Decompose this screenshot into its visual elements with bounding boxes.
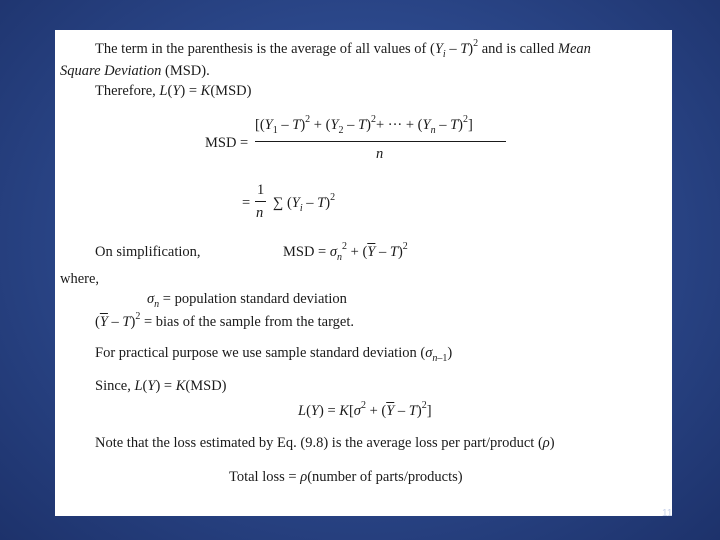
sigma-description: = population standard deviation <box>162 291 347 307</box>
total-loss-label: Total loss = <box>229 469 297 485</box>
therefore-label: Therefore, <box>95 83 156 99</box>
where-label: where, <box>60 271 100 287</box>
equals-sign: = <box>242 195 251 211</box>
formula-yi-minus-t-squared: $(Y_i - T)^2$ <box>430 38 479 60</box>
note-line <box>95 436 555 451</box>
term-msd-abbrev: (MSD). <box>164 63 210 79</box>
term-square-deviation: Square Deviation <box>60 63 162 79</box>
total-loss-line <box>229 470 463 485</box>
rho-symbol: (ρ) <box>537 435 555 451</box>
formula-sum-yi-minus-t-squared: ∑ $(Y_i - T)^2$ <box>273 192 336 214</box>
therefore-line <box>95 84 251 99</box>
bias-definition <box>95 311 355 330</box>
slide-number: 11 <box>662 508 673 519</box>
one-over-n <box>255 183 267 223</box>
sigma-definition <box>147 291 347 310</box>
simplification-equation <box>283 241 408 263</box>
intro-line-1 <box>95 38 591 60</box>
msd-denominator: n <box>376 146 384 162</box>
intro-text-b: and is called <box>481 41 555 57</box>
one-over-n-denominator: n <box>256 205 264 221</box>
msd-fraction-bar <box>255 141 506 142</box>
document-page <box>55 30 672 516</box>
msd-numerator: [$(Y_1 - T)^2 + (Y_2 - T)^2+$ ··· + $(Y_n - T)^2$] <box>255 114 473 136</box>
since-line <box>95 379 227 394</box>
total-loss-rest: (number of parts/products) <box>307 469 463 485</box>
since-label: Since, <box>95 378 131 394</box>
note-text: Note that the loss estimated by Eq. (9.8) is the average loss per part/product <box>95 435 535 451</box>
intro-text-mean: Mean <box>557 41 591 57</box>
bias-symbol: $(\overline{Y} - T)^2$ <box>95 311 141 330</box>
sigma-n-minus-1-symbol: $(\sigma_{n-1})$ <box>420 345 453 364</box>
formula-loss-k-msd: L(Y) = K(MSD) <box>159 83 252 99</box>
msd-equation-label: MSD = <box>205 135 249 151</box>
formula-since-loss-k-msd: L(Y) = K(MSD) <box>134 378 227 394</box>
sigma-n-symbol: $\sigma_n$ <box>147 291 160 310</box>
one-over-n-numerator: 1 <box>257 182 265 198</box>
formula-sigma-n-squared-plus-bias: $\sigma_n^2 + (\overline{Y} - T)^2$ <box>329 241 408 263</box>
one-over-n-bar <box>255 201 266 202</box>
simplification-msd-label: MSD = <box>283 244 327 260</box>
formula-loss-full: $L(Y) = K[\sigma^2 + (\overline{Y} - T)^2]$ <box>298 400 432 419</box>
practical-text: For practical purpose we use sample standard deviation <box>95 345 417 361</box>
intro-line-2 <box>60 64 210 79</box>
simplification-label: On simplification, <box>95 244 201 260</box>
total-loss-rho: ρ <box>300 469 308 485</box>
msd-fraction <box>255 114 507 168</box>
practical-line <box>95 345 453 364</box>
bias-description: = bias of the sample from the target. <box>143 314 355 330</box>
intro-text-a: The term in the parenthesis is the average of all values of <box>95 41 427 57</box>
